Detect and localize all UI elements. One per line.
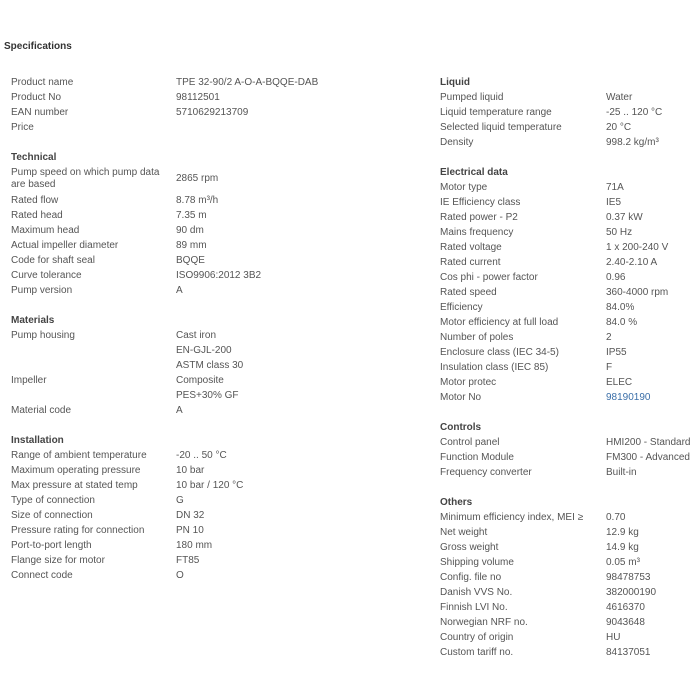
spec-row — [11, 253, 341, 268]
spec-row — [440, 315, 698, 330]
spec-label: Norwegian NRF no. — [440, 616, 528, 628]
spec-row — [440, 135, 698, 150]
spec-label: Rated head — [11, 209, 63, 221]
spec-value: 0.37 kW — [606, 211, 643, 223]
spec-label: Pressure rating for connection — [11, 524, 145, 536]
spec-value: HMI200 - Standard — [606, 436, 691, 448]
spec-row — [11, 208, 341, 223]
spec-label: Motor No — [440, 391, 482, 403]
spec-row — [440, 345, 698, 360]
spec-value: 90 dm — [176, 224, 204, 236]
spec-value: HU — [606, 631, 621, 643]
spec-row — [440, 645, 698, 660]
spec-value: 7.35 m — [176, 209, 207, 221]
spec-row — [11, 508, 341, 523]
spec-label: Motor efficiency at full load — [440, 316, 559, 328]
spec-row — [11, 328, 341, 343]
spec-value: IE5 — [606, 196, 622, 208]
spec-row — [440, 225, 698, 240]
spec-row — [440, 450, 698, 465]
motor-no-link[interactable]: 98190190 — [606, 391, 651, 403]
spec-row — [11, 193, 341, 208]
spec-value: 0.05 m³ — [606, 556, 640, 568]
spec-value: 8.78 m³/h — [176, 194, 219, 206]
spec-label: Control panel — [440, 436, 500, 448]
spec-section-controls — [440, 420, 698, 480]
spec-row — [440, 120, 698, 135]
spec-value: Water — [606, 91, 633, 103]
spec-label: Port-to-port length — [11, 539, 92, 551]
spec-value: PN 10 — [176, 524, 204, 536]
spec-label: Code for shaft seal — [11, 254, 95, 266]
spec-row — [440, 570, 698, 585]
spec-row — [440, 510, 698, 525]
spec-value: FM300 - Advanced — [606, 451, 690, 463]
spec-label: Product No — [11, 91, 62, 103]
spec-value: -25 .. 120 °C — [606, 106, 663, 118]
spec-row — [11, 373, 341, 388]
spec-row — [11, 403, 341, 418]
spec-row — [440, 360, 698, 375]
spec-value: 14.9 kg — [606, 541, 639, 553]
spec-row — [440, 285, 698, 300]
spec-label: Number of poles — [440, 331, 514, 343]
spec-label: Country of origin — [440, 631, 514, 643]
spec-label: Rated flow — [11, 194, 59, 206]
spec-row — [11, 388, 341, 403]
spec-label: Type of connection — [11, 494, 95, 506]
spec-label: Custom tariff no. — [440, 646, 514, 658]
spec-row — [11, 463, 341, 478]
spec-label: IE Efficiency class — [440, 196, 521, 208]
spec-label: Insulation class (IEC 85) — [440, 361, 549, 373]
spec-value: 9043648 — [606, 616, 645, 628]
spec-label: Price — [11, 121, 34, 133]
spec-value: 12.9 kg — [606, 526, 639, 538]
spec-value: 2865 rpm — [176, 173, 219, 184]
spec-row — [440, 300, 698, 315]
section-title: Technical — [11, 152, 57, 163]
spec-label: Max pressure at stated temp — [11, 479, 138, 491]
spec-label: Function Module — [440, 451, 514, 463]
spec-label: Pump housing — [11, 329, 75, 341]
spec-value: Composite — [176, 374, 224, 386]
spec-label: Maximum head — [11, 224, 80, 236]
spec-section-technical — [11, 150, 341, 298]
section-title: Electrical data — [440, 167, 508, 178]
spec-row — [440, 375, 698, 390]
page-title: Specifications — [4, 41, 72, 52]
spec-label: Danish VVS No. — [440, 586, 513, 598]
spec-value: 89 mm — [176, 239, 207, 251]
spec-label: Net weight — [440, 526, 488, 538]
left-spec-column — [11, 75, 341, 598]
spec-label: Mains frequency — [440, 226, 514, 238]
spec-value: A — [176, 284, 183, 296]
spec-value: 20 °C — [606, 121, 632, 133]
spec-row — [11, 223, 341, 238]
spec-label: Rated current — [440, 256, 501, 268]
section-title: Controls — [440, 422, 482, 433]
spec-section-materials — [11, 313, 341, 418]
spec-value: ELEC — [606, 376, 633, 388]
spec-row — [440, 525, 698, 540]
spec-value: ASTM class 30 — [176, 359, 244, 371]
right-spec-column — [440, 75, 698, 675]
spec-label: Pump speed on which pump data are based — [11, 167, 160, 190]
spec-label: Selected liquid temperature — [440, 121, 562, 133]
spec-value: 98112501 — [176, 91, 220, 103]
spec-row — [440, 330, 698, 345]
spec-label: Actual impeller diameter — [11, 239, 119, 251]
spec-value: 84.0% — [606, 301, 635, 313]
spec-row — [11, 448, 341, 463]
spec-row — [440, 615, 698, 630]
spec-value: 2.40-2.10 A — [606, 256, 658, 268]
spec-value: 98478753 — [606, 571, 651, 583]
spec-row — [440, 585, 698, 600]
spec-row — [11, 493, 341, 508]
spec-value: O — [176, 569, 184, 581]
spec-label: EAN number — [11, 106, 69, 118]
spec-value: 84.0 % — [606, 316, 638, 328]
spec-label: Finnish LVI No. — [440, 601, 508, 613]
section-title: Others — [440, 497, 473, 508]
spec-label: Cos phi - power factor — [440, 271, 538, 283]
spec-label: Liquid temperature range — [440, 106, 552, 118]
spec-value: 5710629213709 — [176, 106, 249, 118]
spec-value: EN-GJL-200 — [176, 344, 232, 356]
spec-value: 10 bar / 120 °C — [176, 479, 244, 491]
spec-row — [11, 523, 341, 538]
spec-value: 0.96 — [606, 271, 626, 283]
spec-value: TPE 32-90/2 A-O-A-BQQE-DAB — [176, 76, 319, 88]
section-title: Installation — [11, 435, 64, 446]
spec-value: 180 mm — [176, 539, 213, 551]
spec-row — [11, 283, 341, 298]
spec-label: Enclosure class (IEC 34-5) — [440, 346, 559, 358]
spec-value: 360-4000 rpm — [606, 286, 669, 298]
spec-value: BQQE — [176, 254, 205, 266]
spec-row — [11, 268, 341, 283]
spec-row — [440, 180, 698, 195]
spec-row — [11, 238, 341, 253]
spec-value: -20 .. 50 °C — [176, 449, 227, 461]
spec-value: 71A — [606, 181, 624, 193]
spec-value: PES+30% GF — [176, 389, 239, 401]
spec-label: Maximum operating pressure — [11, 464, 141, 476]
spec-row — [11, 553, 341, 568]
spec-label: Pump version — [11, 284, 73, 296]
spec-row — [440, 630, 698, 645]
spec-row — [440, 540, 698, 555]
spec-row — [11, 105, 341, 120]
spec-row — [440, 600, 698, 615]
spec-value: A — [176, 404, 183, 416]
spec-value: 2 — [606, 331, 612, 343]
spec-value: 382000190 — [606, 586, 657, 598]
spec-value: Cast iron — [176, 329, 217, 341]
spec-label: Frequency converter — [440, 466, 532, 478]
spec-label: Curve tolerance — [11, 269, 82, 281]
spec-value: ISO9906:2012 3B2 — [176, 269, 262, 281]
spec-label: Minimum efficiency index, MEI ≥ — [440, 511, 584, 523]
spec-label: Flange size for motor — [11, 554, 105, 566]
spec-section-product — [11, 75, 341, 135]
section-title: Liquid — [440, 77, 470, 88]
spec-row — [11, 358, 341, 373]
spec-value: DN 32 — [176, 509, 205, 521]
spec-label: Connect code — [11, 569, 73, 581]
spec-section-liquid — [440, 75, 698, 150]
spec-value: 998.2 kg/m³ — [606, 136, 659, 148]
spec-row — [11, 120, 341, 135]
spec-label: Pumped liquid — [440, 91, 504, 103]
spec-label: Rated power - P2 — [440, 211, 518, 223]
spec-section-electrical-data — [440, 165, 698, 405]
spec-row — [440, 465, 698, 480]
spec-row — [440, 555, 698, 570]
spec-label: Density — [440, 136, 474, 148]
spec-label: Material code — [11, 404, 72, 416]
spec-row — [440, 435, 698, 450]
spec-row — [11, 568, 341, 583]
spec-row — [11, 75, 341, 90]
spec-value: 4616370 — [606, 601, 645, 613]
spec-value: 0.70 — [606, 511, 626, 523]
spec-row — [440, 390, 698, 405]
spec-row — [11, 538, 341, 553]
spec-value: 1 x 200-240 V — [606, 241, 669, 253]
spec-value: 50 Hz — [606, 226, 633, 238]
spec-label: Range of ambient temperature — [11, 449, 147, 461]
spec-label: Config. file no — [440, 571, 502, 583]
spec-row — [11, 90, 341, 105]
spec-section-others — [440, 495, 698, 660]
spec-label: Gross weight — [440, 541, 499, 553]
spec-label: Rated voltage — [440, 241, 502, 253]
spec-label: Efficiency — [440, 301, 483, 313]
spec-value: G — [176, 494, 184, 506]
spec-row — [440, 255, 698, 270]
section-title: Materials — [11, 315, 55, 326]
spec-value: F — [606, 361, 613, 373]
spec-value: IP55 — [606, 346, 627, 358]
spec-value: Built-in — [606, 466, 637, 478]
spec-row — [440, 90, 698, 105]
spec-label: Rated speed — [440, 286, 497, 298]
spec-row — [440, 240, 698, 255]
spec-row — [11, 165, 341, 193]
spec-row — [440, 210, 698, 225]
spec-row — [440, 270, 698, 285]
spec-label: Impeller — [11, 374, 47, 386]
spec-row — [11, 343, 341, 358]
spec-row — [11, 478, 341, 493]
spec-section-installation — [11, 433, 341, 583]
spec-value: 10 bar — [176, 464, 205, 476]
spec-label: Motor type — [440, 181, 488, 193]
spec-value: 84137051 — [606, 646, 651, 658]
spec-label: Motor protec — [440, 376, 497, 388]
spec-label: Size of connection — [11, 509, 93, 521]
spec-row — [440, 195, 698, 210]
spec-label: Shipping volume — [440, 556, 514, 568]
spec-label: Product name — [11, 76, 74, 88]
spec-value: FT85 — [176, 554, 200, 566]
spec-row — [440, 105, 698, 120]
